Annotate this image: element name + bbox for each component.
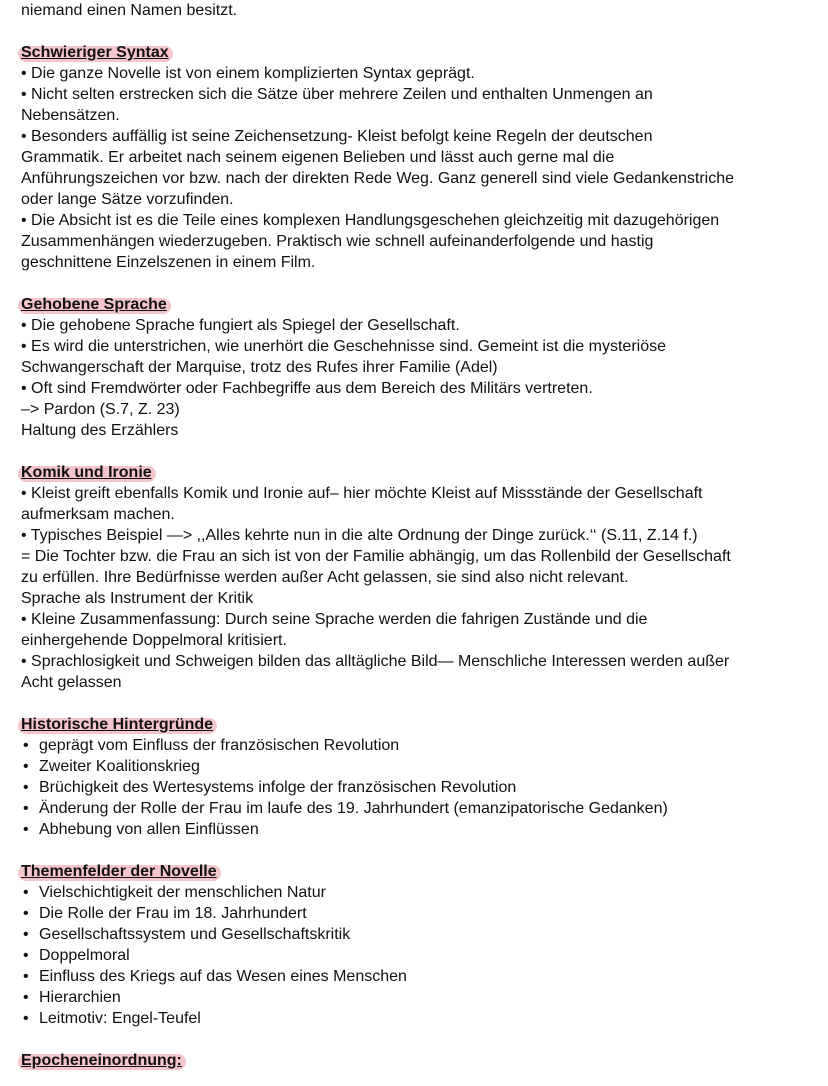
text-line: zu erfüllen. Ihre Bedürfnisse werden außer Acht gelassen, sie sind also nicht relevant. [21, 569, 629, 586]
text-line: • Oft sind Fremdwörter oder Fachbegriffe aus dem Bereich des Militärs vertreten. [21, 380, 593, 397]
text-line: niemand einen Namen besitzt. [21, 2, 238, 19]
section-heading: Gehobene Sprache [21, 296, 167, 313]
list-item: • geprägt vom Einfluss der französischen Revolution [21, 735, 800, 756]
list-item: • Gesellschaftssystem und Gesellschaftskritik [21, 924, 800, 945]
list-item: • Die Rolle der Frau im 18. Jahrhundert [21, 903, 800, 924]
text-line: • Kleine Zusammenfassung: Durch seine Sprache werden die fahrigen Zustände und die [21, 611, 648, 628]
section-syntax [21, 42, 800, 273]
section-heading: Themenfelder der Novelle [21, 863, 217, 880]
text-line: • Besonders auffällig ist seine Zeichensetzung- Kleist befolgt keine Regeln der deutschen [21, 128, 653, 145]
text-line: Nebensätzen. [21, 107, 120, 124]
list-item: • Leitmotiv: Engel-Teufel [21, 1008, 800, 1029]
section-gehobene-sprache [21, 294, 800, 441]
text-line: oder lange Sätze vorzufinden. [21, 191, 234, 208]
text-line: • Typisches Beispiel —> ,,Alles kehrte nun in die alte Ordnung der Dinge zurück.‘‘ (S.11, Z.14 f.) [21, 527, 698, 544]
section-heading: Komik und Ironie [21, 464, 152, 481]
section-komik-ironie [21, 462, 800, 693]
text-line: Acht gelassen [21, 674, 122, 691]
text-line: geschnittene Einzelszenen in einem Film. [21, 254, 316, 271]
text-line: Grammatik. Er arbeitet nach seinem eigenen Belieben und lässt auch gerne mal die [21, 149, 615, 166]
section-themenfelder [21, 861, 800, 1029]
section-heading: Epocheneinordnung: [21, 1052, 182, 1069]
text-line: = Die Tochter bzw. die Frau an sich ist von der Familie abhängig, um das Rollenbild der Gesellschaft [21, 548, 731, 565]
text-line: aufmerksam machen. [21, 506, 175, 523]
list-item: • Brüchigkeit des Wertesystems infolge der französischen Revolution [21, 777, 800, 798]
list-item: • Vielschichtigkeit der menschlichen Natur [21, 882, 800, 903]
text-line: Sprache als Instrument der Kritik [21, 590, 254, 607]
bullet-list [21, 735, 800, 840]
intro [21, 0, 800, 21]
text-line: • Kleist greift ebenfalls Komik und Ironie auf– hier möchte Kleist auf Missstände der Gesellschaft [21, 485, 703, 502]
text-line: • Es wird die unterstrichen, wie unerhört die Geschehnisse sind. Gemeint ist die mysteriöse [21, 338, 666, 355]
text-line: Anführungszeichen vor bzw. nach der direkten Rede Weg. Ganz generell sind viele Gedankenstriche [21, 170, 735, 187]
list-item: • Änderung der Rolle der Frau im laufe des 19. Jahrhundert (emanzipatorische Gedanken) [21, 798, 800, 819]
text-line: einhergehende Doppelmoral kritisiert. [21, 632, 287, 649]
text-line: • Die ganze Novelle ist von einem komplizierten Syntax geprägt. [21, 65, 475, 82]
section-epocheneinordnung [21, 1050, 800, 1071]
list-item: • Hierarchien [21, 987, 800, 1008]
text-line: • Die Absicht ist es die Teile eines komplexen Handlungsgeschehen gleichzeitig mit dazugehörigen [21, 212, 720, 229]
text-line: • Nicht selten erstrecken sich die Sätze über mehrere Zeilen und enthalten Unmengen an [21, 86, 653, 103]
text-line: • Die gehobene Sprache fungiert als Spiegel der Gesellschaft. [21, 317, 460, 334]
text-line: Haltung des Erzählers [21, 422, 179, 439]
text-line: • Sprachlosigkeit und Schweigen bilden das alltägliche Bild— Menschliche Interessen werden außer [21, 653, 730, 670]
list-item: • Doppelmoral [21, 945, 800, 966]
section-heading: Schwieriger Syntax [21, 44, 169, 61]
text-line: Zusammenhängen wiederzugeben. Praktisch wie schnell aufeinanderfolgende und hastig [21, 233, 654, 250]
list-item: • Abhebung von allen Einflüssen [21, 819, 800, 840]
bullet-list [21, 882, 800, 1029]
text-line: Schwangerschaft der Marquise, trotz des Rufes ihrer Familie (Adel) [21, 359, 498, 376]
list-item: • Zweiter Koalitionskrieg [21, 756, 800, 777]
section-historische-hintergruende [21, 714, 800, 840]
text-line: –> Pardon (S.7, Z. 23) [21, 401, 180, 418]
section-heading: Historische Hintergründe [21, 716, 214, 733]
list-item: • Einfluss des Kriegs auf das Wesen eines Menschen [21, 966, 800, 987]
